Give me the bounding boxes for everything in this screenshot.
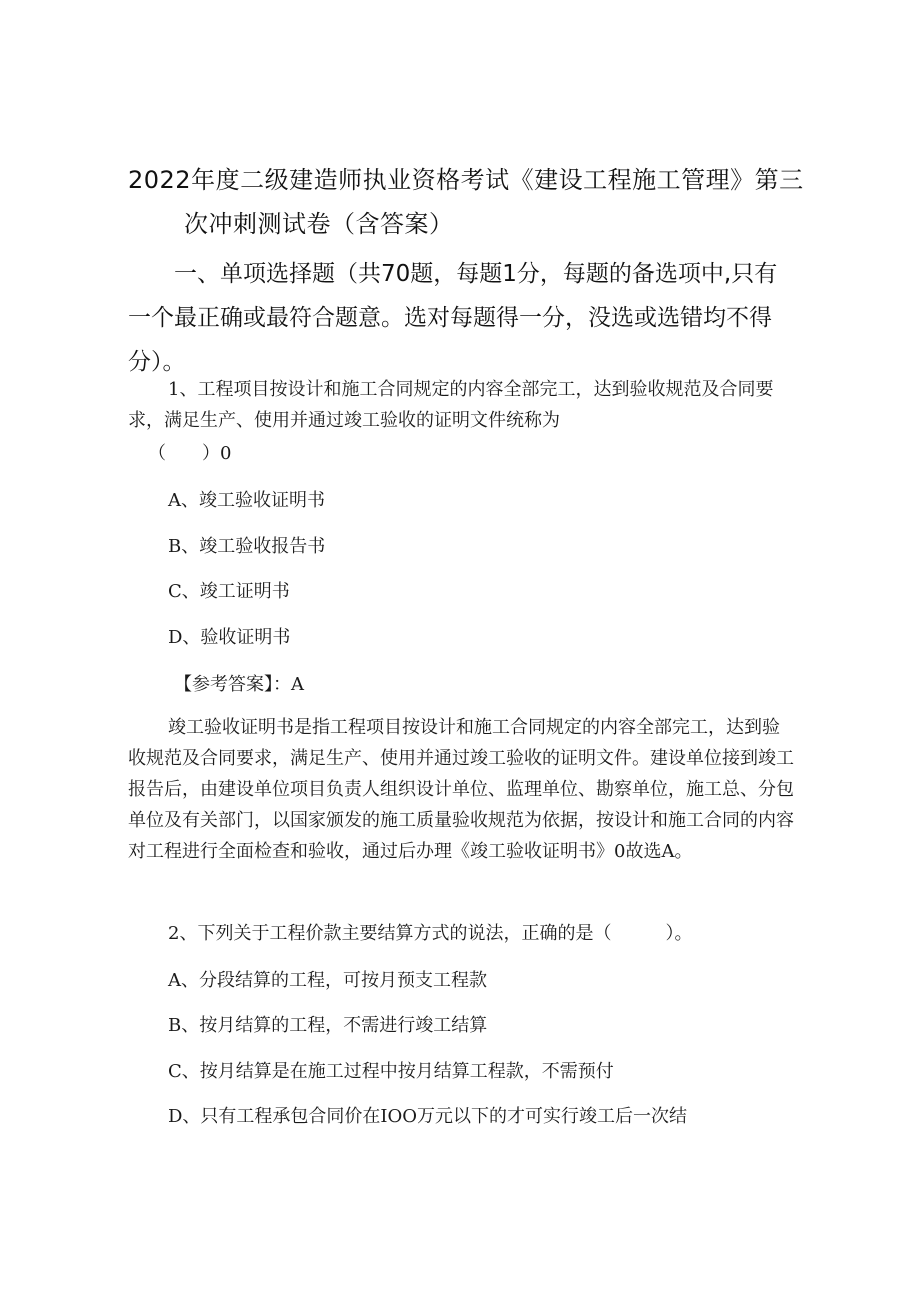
question-1-blank: （ ）0 (148, 443, 232, 464)
question-1-explanation: 竣工验收证明书是指工程项目按设计和施工合同规定的内容全部完工，达到验收规范及合同要求，满足生产、使用并通过竣工验收的证明文件。建设单位接到竣工报告后，由建设单位项目负责人组织设计单位、监理单位、勘察单位，施工总、分包单位及有关部门，以国家颁发的施工质量验收规范为依据，按设计和施工合同的内容对工程进行全面检查和验收，通过后办理《竣工验收证明书》0故选A。 (128, 717, 794, 862)
question-1-option-b: B、竣工验收报告书 (168, 536, 326, 557)
question-1-option-d: D、验收证明书 (168, 627, 291, 648)
question-2-stem: 2、下列关于工程价款主要结算方式的说法，正确的是（ ）。 (168, 923, 693, 944)
question-1-stem: 1、工程项目按设计和施工合同规定的内容全部完工，达到验收规范及合同要求，满足生产、使用并通过竣工验收的证明文件统称为 (128, 379, 774, 431)
title-line-2: 次冲刺测试卷（含答案） (184, 210, 454, 238)
section-heading: 一、单项选择题（共70题，每题1分，每题的备选项中,只有一个最正确或最符合题意。选对每题得一分，没选或选错均不得分）。 (128, 261, 778, 375)
question-1-option-a: A、竣工验收证明书 (168, 490, 325, 511)
document-title (128, 158, 808, 246)
question-1-option-c: C、竣工证明书 (168, 581, 290, 602)
question-1-answer: 【参考答案】：A (174, 674, 304, 695)
question-2-option-a: A、分段结算的工程，可按月预支工程款 (168, 970, 487, 991)
question-2-option-d: D、只有工程承包合同价在IOO万元以下的才可实行竣工后一次结 (168, 1106, 688, 1127)
title-line-1: 2022年度二级建造师执业资格考试《建设工程施工管理》第三 (128, 166, 804, 194)
question-2-option-b: B、按月结算的工程，不需进行竣工结算 (168, 1015, 488, 1036)
question-2-option-c: C、按月结算是在施工过程中按月结算工程款，不需预付 (168, 1061, 614, 1082)
